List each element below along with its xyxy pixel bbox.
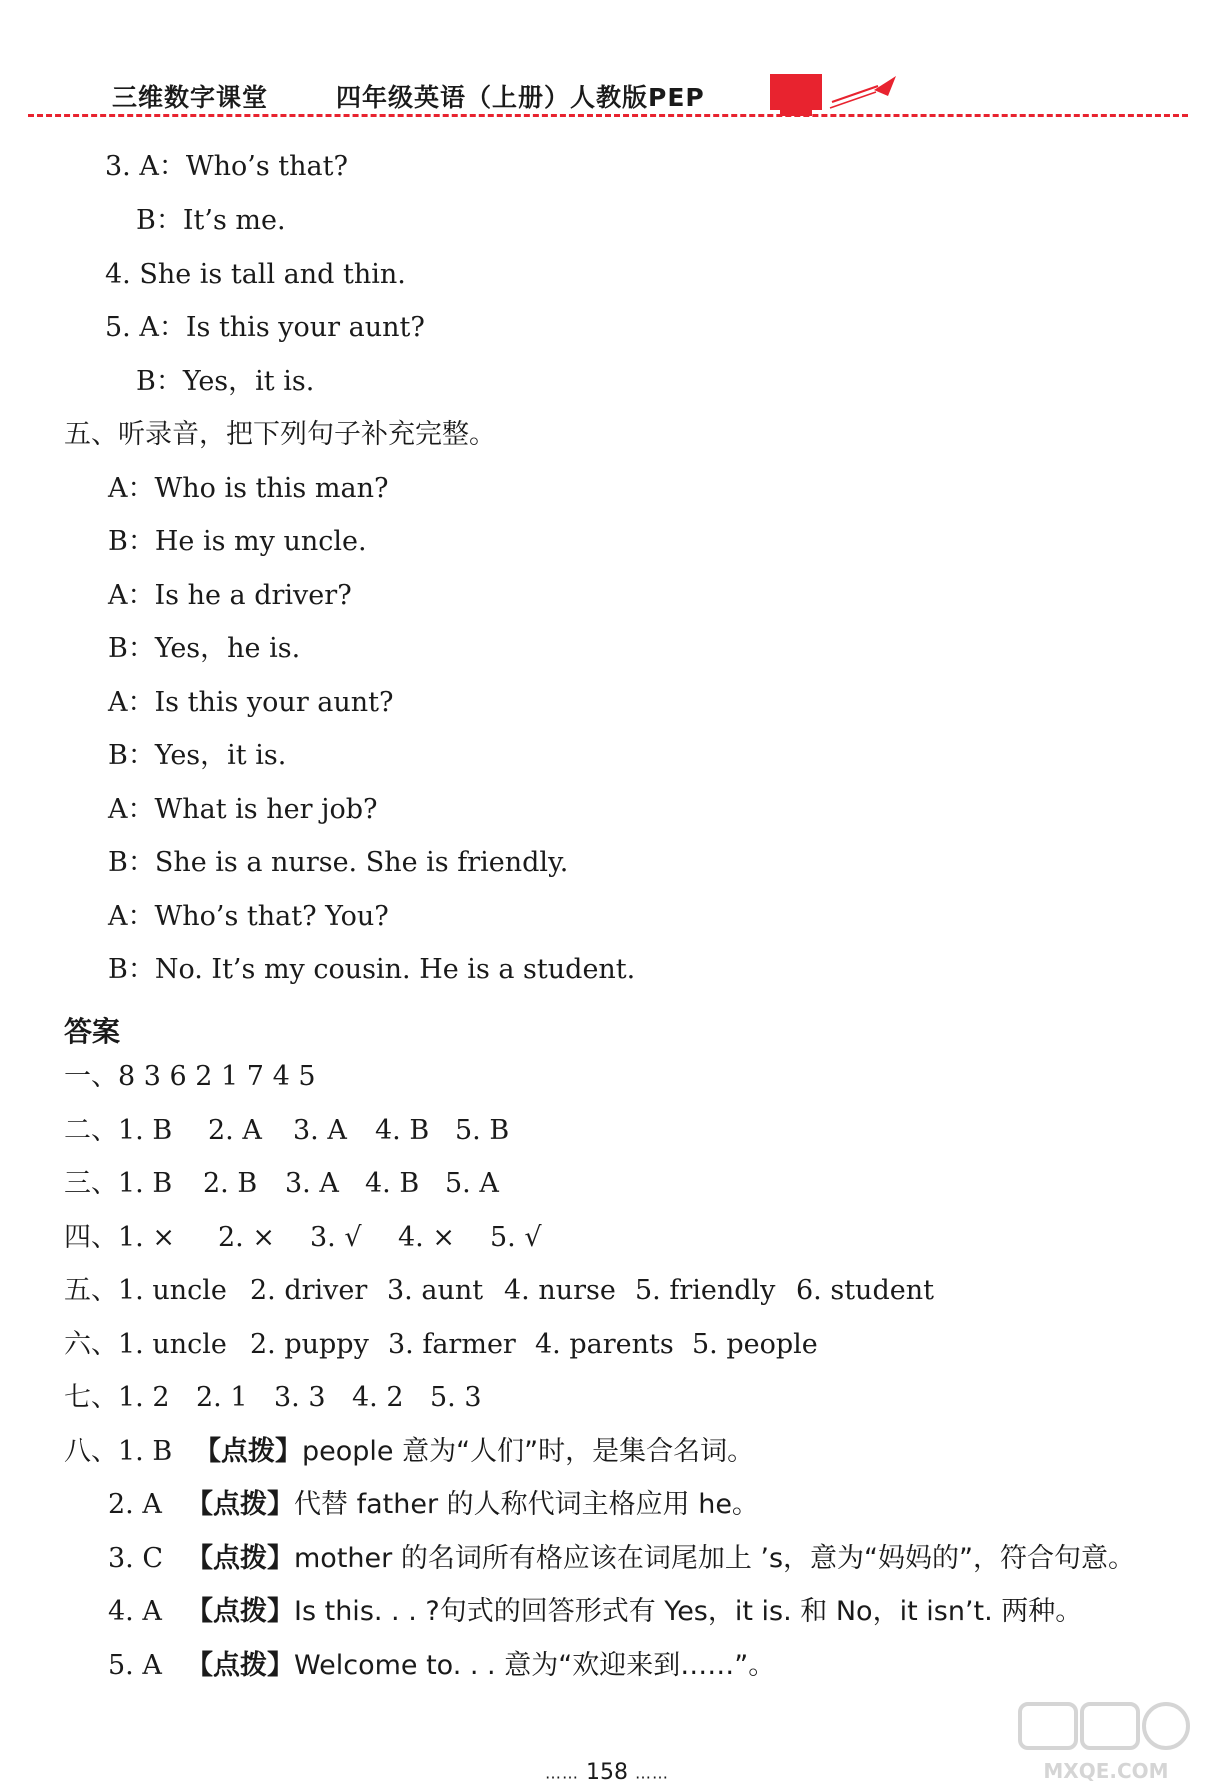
answer-item: 2. A bbox=[208, 1115, 262, 1146]
script-line: B：Yes，it is. bbox=[136, 366, 315, 397]
answer-row-8-3 bbox=[108, 1542, 1135, 1576]
answer-item: 5. A bbox=[108, 1650, 162, 1681]
answer-row-8-4 bbox=[108, 1595, 1082, 1629]
answer-item: 4. A bbox=[108, 1596, 162, 1627]
tip-tag: 【点拨】 bbox=[194, 1436, 302, 1467]
answer-lead: 七、 bbox=[64, 1382, 118, 1413]
answer-row-3 bbox=[64, 1167, 499, 1201]
answer-row-7 bbox=[64, 1381, 482, 1415]
answer-item: 1. uncle bbox=[118, 1329, 227, 1360]
header-divider bbox=[28, 114, 1188, 117]
answer-item: 1. B bbox=[118, 1436, 173, 1467]
answer-item: 1. B bbox=[118, 1168, 173, 1199]
answer-item: 4. × bbox=[398, 1222, 455, 1253]
section-heading: 五、听录音，把下列句子补充完整。 bbox=[64, 419, 496, 450]
script-line: 3. A：Who’s that? bbox=[105, 151, 348, 182]
answer-row-6 bbox=[64, 1328, 818, 1362]
answer-row-8-2 bbox=[108, 1488, 759, 1522]
page-header bbox=[0, 0, 1214, 130]
script-line: 4. She is tall and thin. bbox=[105, 259, 406, 290]
answer-lead: 四、 bbox=[64, 1222, 118, 1253]
answer-item: 3. A bbox=[293, 1115, 347, 1146]
answer-item: 3. A bbox=[285, 1168, 339, 1199]
answer-item: 4. B bbox=[365, 1168, 420, 1199]
script-line: B：Yes，he is. bbox=[108, 633, 301, 664]
answer-item: 5. B bbox=[455, 1115, 510, 1146]
answer-lead: 一、 bbox=[64, 1061, 118, 1092]
answer-item: 2. 1 bbox=[196, 1382, 248, 1413]
script-line: A：What is her job? bbox=[108, 794, 378, 825]
tip-text: 代替 father 的人称代词主格应用 he。 bbox=[294, 1489, 759, 1520]
script-line: B：He is my uncle. bbox=[108, 526, 367, 557]
answer-item: 8 3 6 2 1 7 4 5 bbox=[118, 1061, 316, 1092]
answer-lead: 二、 bbox=[64, 1115, 118, 1146]
series-title: 三维数字课堂 bbox=[112, 83, 269, 112]
answer-item: 5. A bbox=[445, 1168, 499, 1199]
watermark-logo bbox=[1016, 1700, 1196, 1784]
answer-item: 1. B bbox=[118, 1115, 173, 1146]
answer-row-8-1 bbox=[64, 1435, 754, 1469]
answer-item: 4. 2 bbox=[352, 1382, 404, 1413]
script-line: B：No. It’s my cousin. He is a student. bbox=[108, 954, 636, 985]
script-line: A：Who’s that? You? bbox=[108, 901, 389, 932]
tip-text: mother 的名词所有格应该在词尾加上 ’s，意为“妈妈的”，符合句意。 bbox=[294, 1543, 1136, 1574]
answer-row-8-5 bbox=[108, 1649, 775, 1683]
answer-item: 2. driver bbox=[250, 1275, 368, 1306]
answer-item: 3. √ bbox=[310, 1222, 362, 1253]
answer-row-2 bbox=[64, 1114, 509, 1148]
answer-item: 2. puppy bbox=[250, 1329, 369, 1360]
tip-text: Welcome to. . . 意为“欢迎来到……”。 bbox=[294, 1650, 776, 1681]
answer-item: 2. × bbox=[218, 1222, 275, 1253]
script-line: B：She is a nurse. She is friendly. bbox=[108, 847, 569, 878]
answer-item: 3. aunt bbox=[387, 1275, 484, 1306]
answer-item: 4. nurse bbox=[504, 1275, 616, 1306]
tip-text: Is this. . . ?句式的回答形式有 Yes，it is. 和 No，it isn’t. 两种。 bbox=[294, 1596, 1083, 1627]
answer-item: 3. C bbox=[108, 1543, 164, 1574]
answer-item: 2. B bbox=[203, 1168, 258, 1199]
script-line: A：Is he a driver? bbox=[108, 580, 352, 611]
answer-row-1 bbox=[64, 1060, 316, 1094]
answer-item: 3. 3 bbox=[274, 1382, 326, 1413]
tip-tag: 【点拨】 bbox=[186, 1543, 294, 1574]
answer-item: 2. A bbox=[108, 1489, 162, 1520]
answer-item: 5. 3 bbox=[430, 1382, 482, 1413]
answer-lead: 八、 bbox=[64, 1436, 118, 1467]
dots-left: …… bbox=[545, 1763, 579, 1783]
answer-lead: 六、 bbox=[64, 1329, 118, 1360]
script-line: A：Who is this man? bbox=[108, 473, 389, 504]
answer-item: 3. farmer bbox=[388, 1329, 516, 1360]
answer-lead: 三、 bbox=[64, 1168, 118, 1199]
tip-tag: 【点拨】 bbox=[186, 1650, 294, 1681]
answer-item: 4. parents bbox=[535, 1329, 674, 1360]
book-title: 四年级英语（上册）人教版PEP bbox=[336, 83, 705, 112]
answer-item: 5. √ bbox=[490, 1222, 542, 1253]
answers-title: 答案 bbox=[64, 1015, 121, 1048]
answer-item: 5. people bbox=[692, 1329, 818, 1360]
answer-lead: 五、 bbox=[64, 1275, 118, 1306]
answer-item: 1. × bbox=[118, 1222, 175, 1253]
dots-right: …… bbox=[635, 1763, 669, 1783]
tip-tag: 【点拨】 bbox=[186, 1596, 294, 1627]
page-number-text: 158 bbox=[586, 1760, 628, 1785]
answer-item: 4. B bbox=[375, 1115, 430, 1146]
answer-item: 1. uncle bbox=[118, 1275, 227, 1306]
tip-tag: 【点拨】 bbox=[186, 1489, 294, 1520]
script-line: B：It’s me. bbox=[136, 205, 286, 236]
tip-text: people 意为“人们”时，是集合名词。 bbox=[302, 1436, 755, 1467]
script-line: 5. A：Is this your aunt? bbox=[105, 312, 425, 343]
watermark-text: MXQE.COM bbox=[1043, 1759, 1169, 1783]
script-line: A：Is this your aunt? bbox=[108, 687, 394, 718]
answer-row-5 bbox=[64, 1274, 934, 1308]
answer-item: 5. friendly bbox=[635, 1275, 776, 1306]
script-line: B：Yes，it is. bbox=[108, 740, 287, 771]
answer-row-4 bbox=[64, 1221, 542, 1255]
answer-item: 1. 2 bbox=[118, 1382, 170, 1413]
answer-item: 6. student bbox=[796, 1275, 934, 1306]
